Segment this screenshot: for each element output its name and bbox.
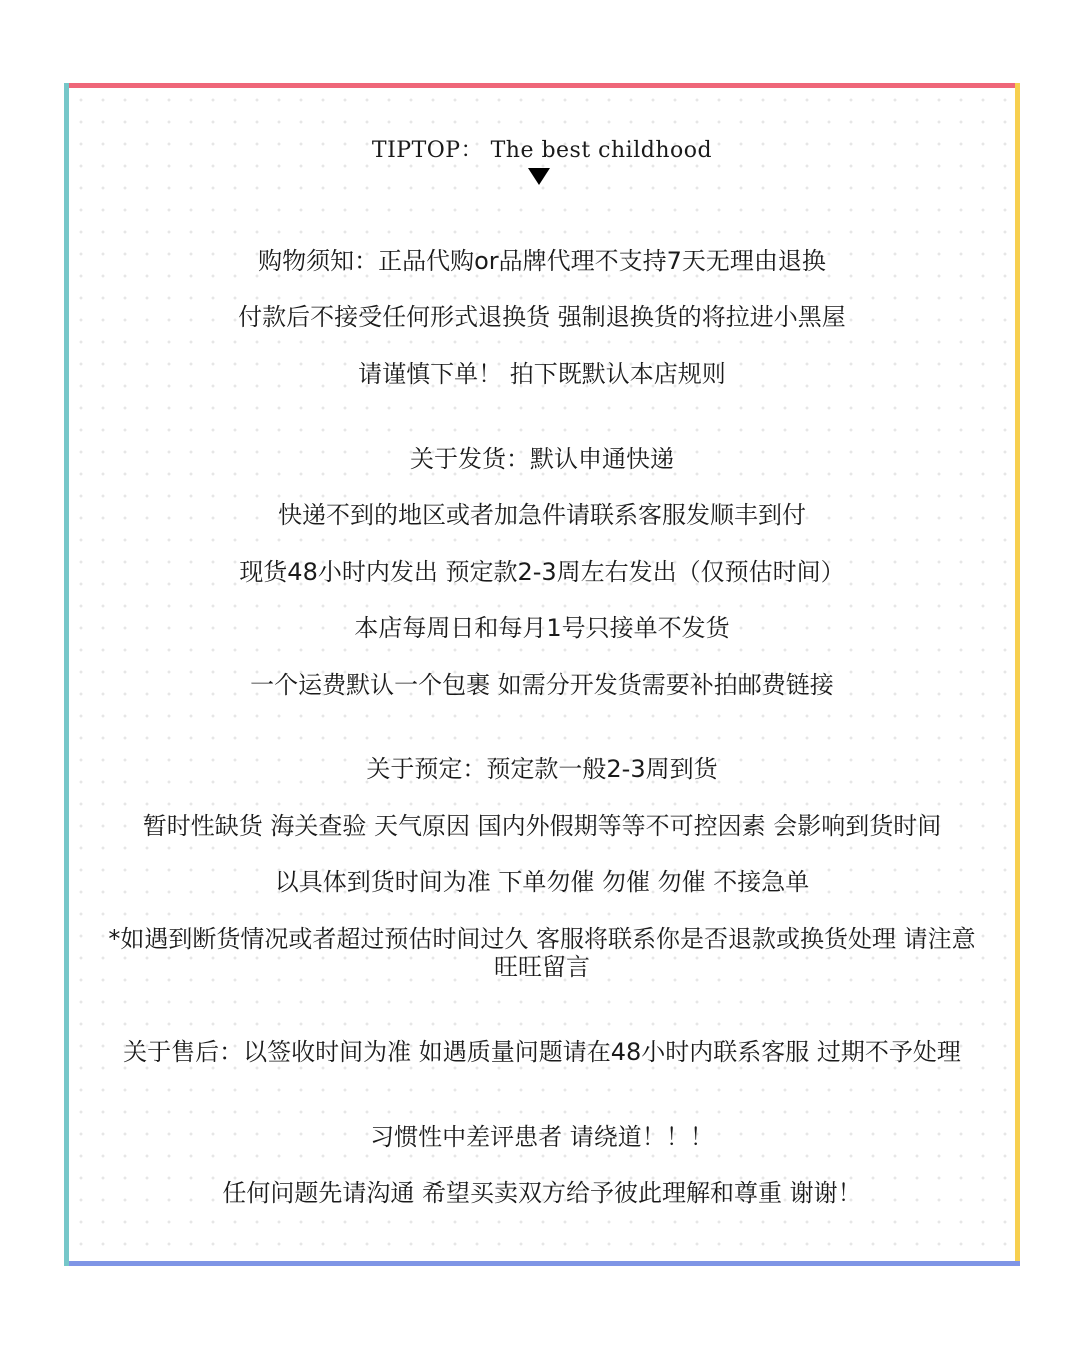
notice-card: [64, 83, 1020, 1266]
shopping-notice-line-2: 付款后不接受任何形式退换货 强制退换货的将拉进小黑屋: [238, 303, 846, 331]
shipping-line-3: 现货48小时内发出 预定款2-3周左右发出（仅预估时间）: [239, 558, 845, 586]
shopping-notice-line-1: 购物须知：正品代购or品牌代理不支持7天无理由退换: [258, 247, 826, 275]
shipping-line-1: 关于发货：默认申通快递: [410, 445, 674, 473]
shopping-notice-line-3: 请谨慎下单！ 拍下既默认本店规则: [358, 360, 726, 388]
after-sales-line-2: 习惯性中差评患者 请绕道！！！: [370, 1123, 714, 1151]
down-triangle-icon: [528, 168, 550, 185]
shipping-line-5: 一个运费默认一个包裹 如需分开发货需要补拍邮费链接: [250, 671, 834, 699]
preorder-line-3: 以具体到货时间为准 下单勿催 勿催 勿催 不接急单: [274, 868, 810, 896]
shipping-line-4: 本店每周日和每月1号只接单不发货: [354, 614, 730, 642]
after-sales-line-1: 关于售后：以签收时间为准 如遇质量问题请在48小时内联系客服 过期不予处理: [123, 1038, 961, 1066]
border-left: [64, 83, 69, 1266]
after-sales-line-3: 任何问题先请沟通 希望买卖双方给予彼此理解和尊重 谢谢！: [222, 1179, 862, 1207]
border-right: [1015, 83, 1020, 1266]
shipping-line-2: 快递不到的地区或者加急件请联系客服发顺丰到付: [278, 501, 806, 529]
preorder-line-4: *如遇到断货情况或者超过预估时间过久 客服将联系你是否退款或换货处理 请注意旺旺留言: [108, 925, 976, 981]
preorder-line-1: 关于预定：预定款一般2-3周到货: [366, 755, 718, 783]
border-bottom: [64, 1261, 1020, 1266]
preorder-line-2: 暂时性缺货 海关查验 天气原因 国内外假期等等不可控因素 会影响到货时间: [142, 812, 942, 840]
header-title: TIPTOP： The best childhood: [371, 138, 713, 163]
border-top: [64, 83, 1020, 88]
